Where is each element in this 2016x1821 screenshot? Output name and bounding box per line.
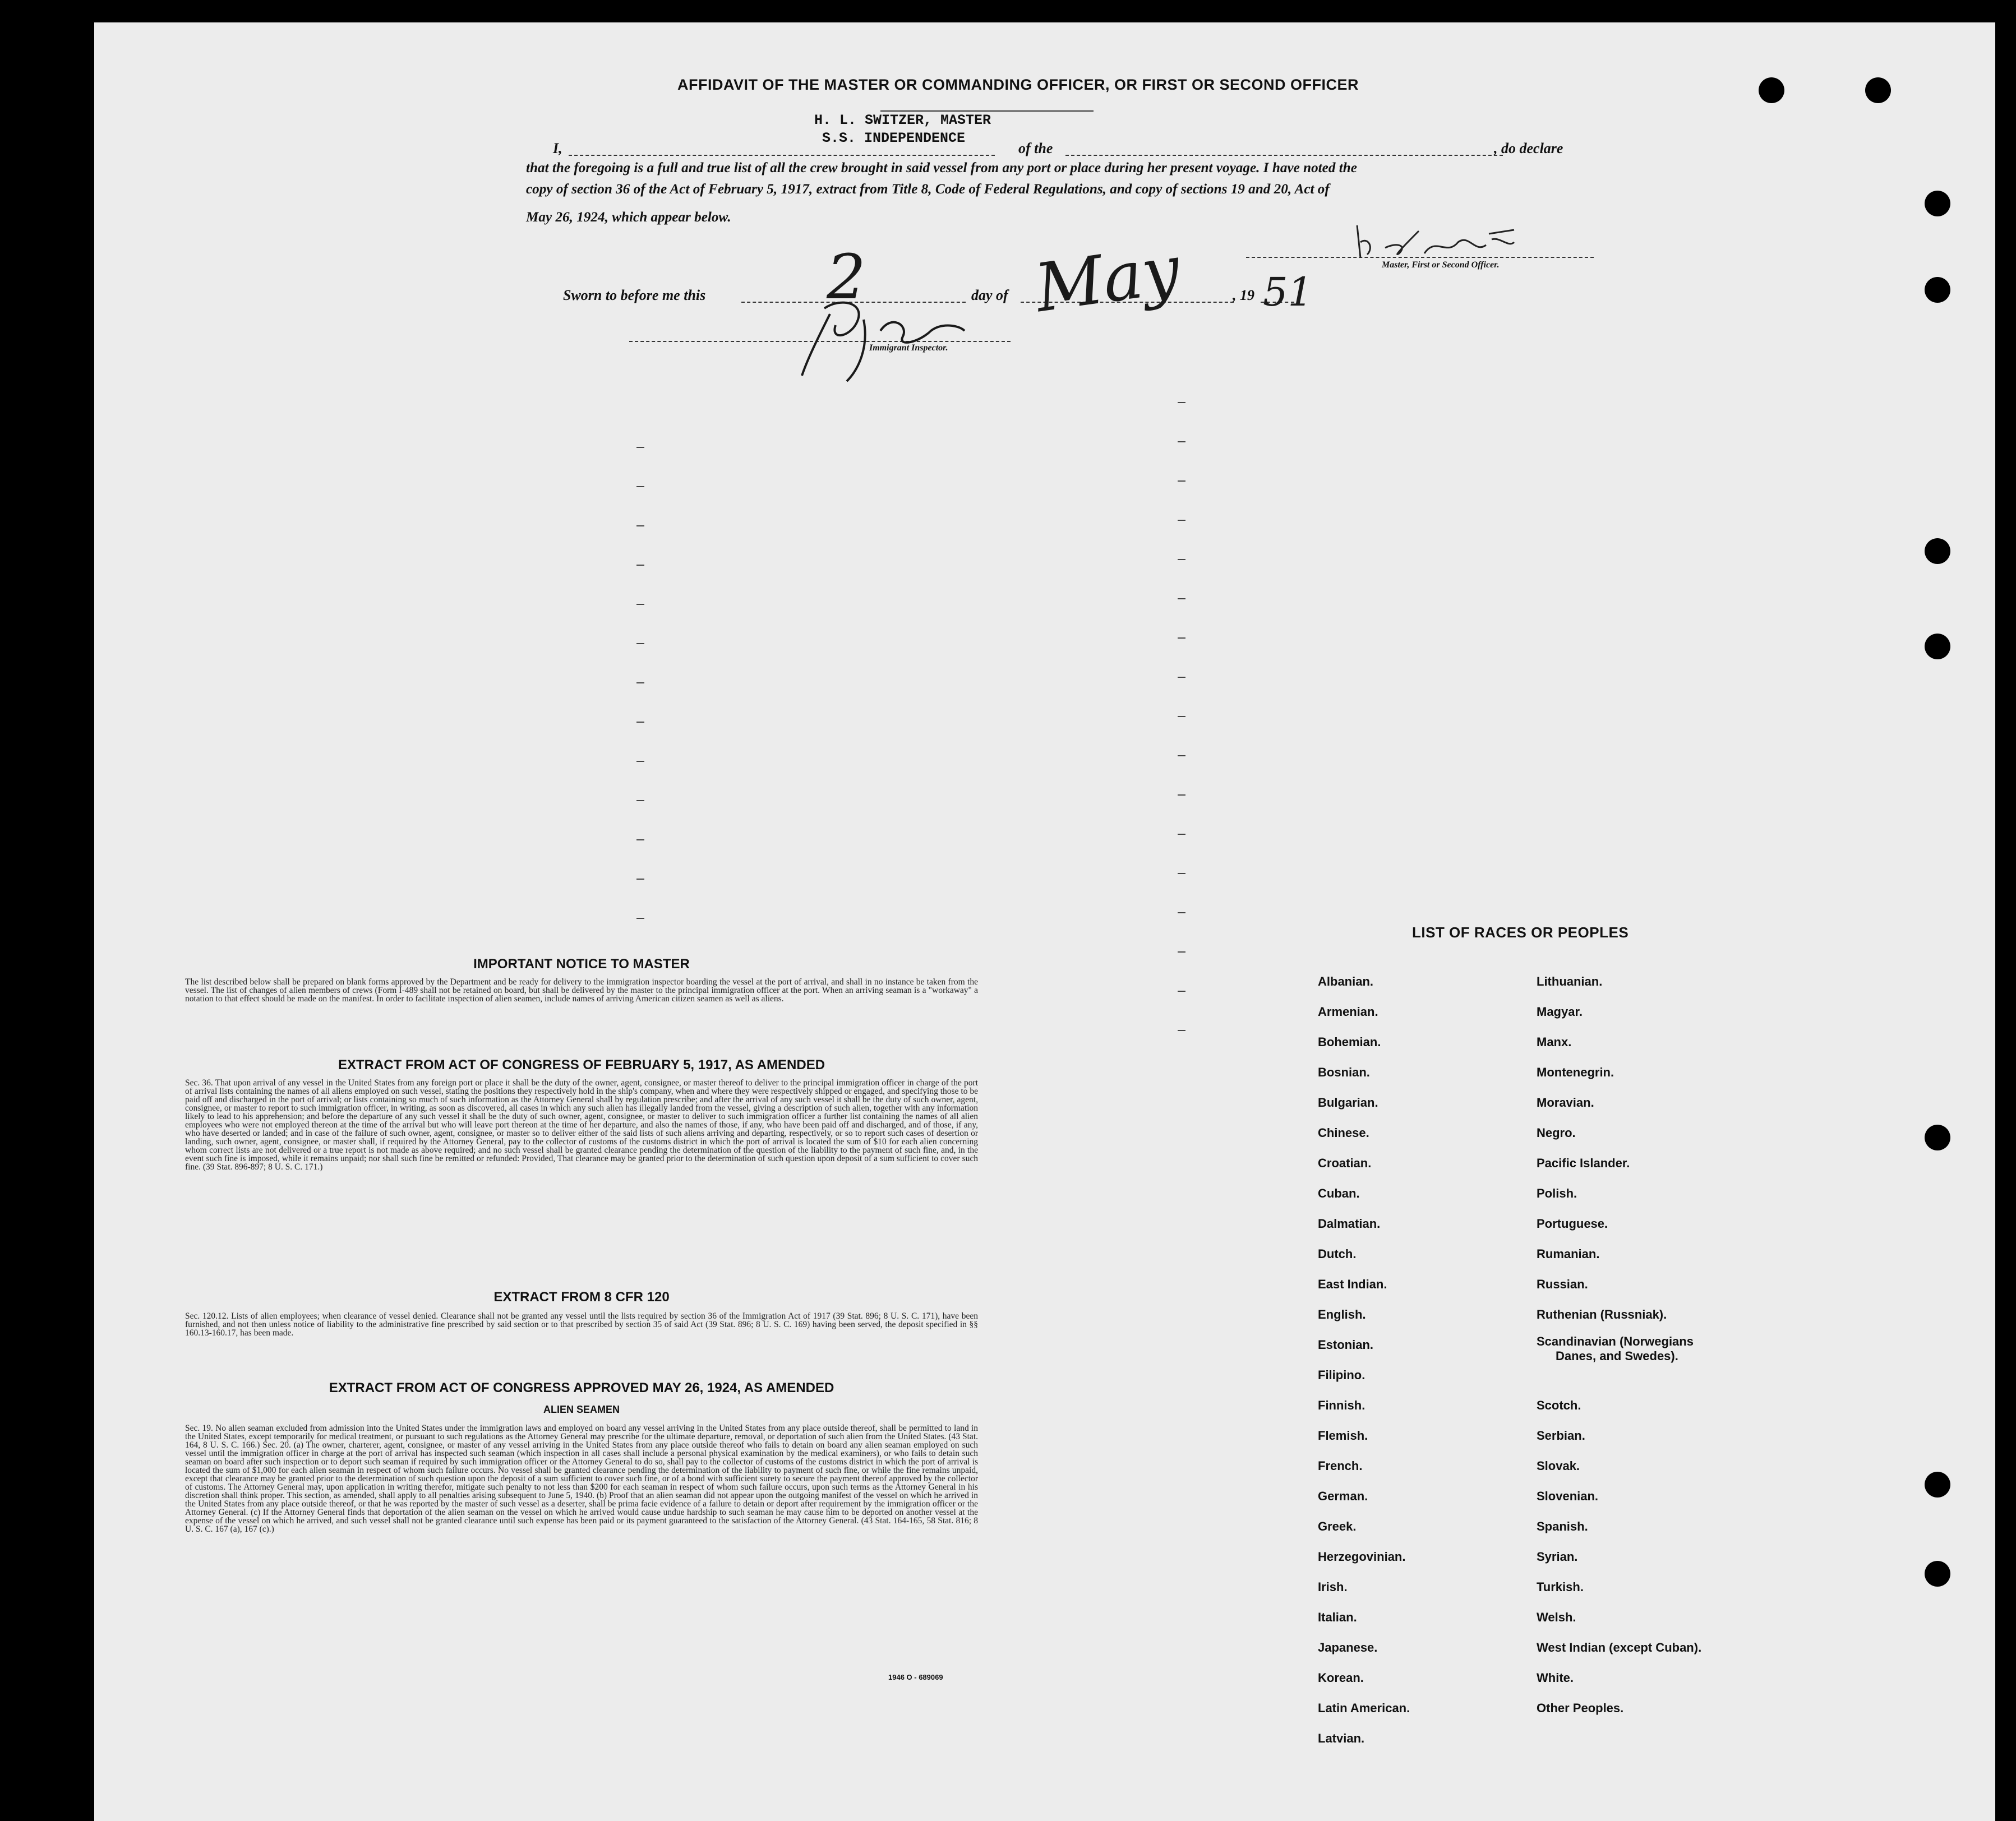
race-item: Albanian. — [1318, 974, 1374, 988]
race-item: Portuguese. — [1537, 1217, 1608, 1231]
officer-caption: Master, First or Second Officer. — [1382, 260, 1500, 270]
race-item: Manx. — [1537, 1035, 1572, 1049]
list-dash — [636, 604, 644, 605]
race-item: Estonian. — [1318, 1338, 1374, 1352]
extract-cfr-text: Sec. 120.12. Lists of alien employees; when clearance of vessel denied. Clearance shall not be granted any vessel until the lists required by section 36 of the Immigration Act of 1917 (39 Stat. 896; 8 U. S. C. 171), have been furnished, and not then unless notice of liability to the administrative fine prescribed by said section or to that prescribed by section 35 of said Act (39 Stat. 896; 8 U. S. C. 169) having been served, the deposit specified in §§ 160.13-160.17, has been made. — [185, 1311, 978, 1338]
list-dash — [1178, 873, 1185, 874]
list-dash — [636, 918, 644, 919]
race-item: Chinese. — [1318, 1126, 1369, 1140]
vessel-line — [1065, 155, 1503, 156]
list-dash — [636, 839, 644, 840]
race-item: Latvian. — [1318, 1731, 1365, 1745]
notice-text: The list described below shall be prepared on blank forms approved by the Department and be ready for delivery to the immigration inspector boarding the vessel at the port of arrival, and shall in no instance be taken from the vessel. The list of changes of alien members of crews (Form I-489 shall not be retained on board, but shall be delivered by the master to the principal immigration officer at the port. When an arriving seaman is a "workaway" a notation to that effect should be made on the manifest. In order to facilitate inspection of alien seamen, include names of arriving American citizen seamen as well as aliens. — [185, 977, 978, 1004]
affidavit-title: AFFIDAVIT OF THE MASTER OR COMMANDING OFFICER, OR FIRST OR SECOND OFFICER — [677, 76, 1359, 93]
race-item: Pacific Islander. — [1537, 1156, 1630, 1170]
punch-hole — [1865, 77, 1891, 103]
race-item: Herzegovinian. — [1318, 1550, 1406, 1564]
race-item: Korean. — [1318, 1671, 1364, 1685]
list-dash — [1178, 637, 1185, 639]
of-the-label: of the — [1018, 140, 1053, 156]
race-item: Slovenian. — [1537, 1489, 1599, 1503]
race-item: Bosnian. — [1318, 1065, 1370, 1079]
day-label: day of — [971, 287, 1008, 303]
list-dash — [636, 682, 644, 683]
year-prefix: , 19 — [1233, 287, 1254, 303]
list-dash — [1178, 480, 1185, 482]
list-dash — [1178, 677, 1185, 678]
statement-line-1: that the foregoing is a full and true list of all the crew brought in said vessel from any port or place during her present voyage. I have noted the — [526, 160, 1357, 175]
list-dash — [636, 486, 644, 487]
list-dash — [1178, 991, 1185, 992]
print-code: 1946 O - 689069 — [888, 1673, 943, 1681]
race-item: Bohemian. — [1318, 1035, 1381, 1049]
list-dash — [1178, 716, 1185, 717]
i-label: I, — [553, 140, 562, 156]
list-dash — [1178, 402, 1185, 403]
notice-heading: IMPORTANT NOTICE TO MASTER — [473, 956, 690, 972]
race-item: Ruthenian (Russniak). — [1537, 1307, 1667, 1321]
sworn-label: Sworn to before me this — [563, 287, 706, 303]
race-item: Croatian. — [1318, 1156, 1372, 1170]
statement-line-2: copy of section 36 of the Act of February 5, 1917, extract from Title 8, Code of Federal Regulations, and copy of sections 19 and 20, Act of — [526, 182, 1330, 197]
punch-hole — [1925, 1472, 1950, 1498]
extract-1924-text: Sec. 19. No alien seaman excluded from admission into the United States under the immigration laws and employed on board any vessel arriving in the United States from any place outside thereof, shall be permitted to land in the United States, except temporarily for medical treatment, or pursuant to such regulations as the Attorney General may prescribe for the ultimate departure, removal, or deportation of such alien from the United States. (43 Stat. 164, 8 U. S. C. 166.) Sec. 20. (a) The owner, charterer, agent, consignee, or master of any vessel arriving in the United States from any place outside thereof who fails to detain on board any alien seaman employed on such vessel until the immigration officer in charge at the port of arrival has inspected such seaman (which inspection in all cases shall include a personal physical examination by the medical examiners), or who fails to detain such seaman on board after such inspection or to deport such seaman if required by such immigration officer or the Attorney General to do so, shall pay to the collector of customs of the customs district in which the port of arrival is located the sum of $1,000 for each alien seaman in respect of whom such failure occurs. No vessel shall be granted clearance pending the determination of the liability to payment of such fine, or while the fine remains unpaid, except that clearance may be granted prior to the determination of such question upon the deposit of a sum sufficient to cover such fine, or of a bond with sufficient surety to secure the payment thereof approved by the collector of customs. The Attorney General may, upon application in writing therefor, mitigate such penalty to not less than $200 for each seaman in respect of whom such failure occurs, upon such terms as the Attorney General in his discretion shall think proper. This section, as amended, shall apply to all penalties arising subsequent to June 5, 1940. (b) Proof that an alien seaman did not appear upon the outgoing manifest of the vessel on which he arrived in the United States from any place outside thereof, or that he was reported by the master of such vessel as a deserter, shall be prima facie evidence of a failure to detain or deport after requirement by the immigration officer or the Attorney General. (c) If the Attorney General finds that deportation of the alien seaman on the vessel on which he arrived would cause undue hardship to such seaman he may cause him to be deported on another vessel at the expense of the vessel on which he arrived, and such vessel shall not be granted clearance until such expense has been paid or its payment guaranteed to the satisfaction of the Attorney General. (43 Stat. 164-165, 58 Stat. 816; 8 U. S. C. 167 (a), 167 (c).) — [185, 1423, 978, 1534]
race-item: Turkish. — [1537, 1580, 1584, 1594]
race-item: Magyar. — [1537, 1005, 1583, 1019]
race-item: Serbian. — [1537, 1429, 1585, 1443]
list-dash — [1178, 834, 1185, 835]
race-item: Armenian. — [1318, 1005, 1378, 1019]
list-dash — [1178, 559, 1185, 560]
race-item: Scandinavian (Norwegians — [1537, 1334, 1694, 1348]
race-item: English. — [1318, 1307, 1366, 1321]
inspector-caption: Immigrant Inspector. — [869, 343, 948, 353]
race-item: Welsh. — [1537, 1610, 1576, 1624]
race-item: Danes, and Swedes). — [1556, 1349, 1678, 1363]
list-dash — [1178, 598, 1185, 599]
list-dash — [636, 447, 644, 448]
race-item: Negro. — [1537, 1126, 1576, 1140]
race-item: Moravian. — [1537, 1096, 1594, 1110]
race-item: Italian. — [1318, 1610, 1357, 1624]
race-item: Montenegrin. — [1537, 1065, 1614, 1079]
punch-hole — [1925, 634, 1950, 659]
list-dash — [1178, 755, 1185, 756]
list-dash — [636, 761, 644, 762]
inspector-signature — [796, 292, 1032, 387]
alien-seamen-subheading: ALIEN SEAMEN — [543, 1404, 620, 1415]
race-item: Slovak. — [1537, 1459, 1580, 1473]
list-dash — [1178, 951, 1185, 953]
race-item: Dutch. — [1318, 1247, 1357, 1261]
list-dash — [636, 879, 644, 880]
extract-1917-text: Sec. 36. That upon arrival of any vessel in the United States from any foreign port or place it shall be the duty of the owner, agent, consignee, or master thereof to deliver to the principal immigration officer in charge of the port of arrival lists containing the names of all aliens employed on such vessel, stating the positions they respectively hold in the ship's company, when and where they were respectively shipped or engaged, and specifying those to be paid off and discharged in the port of arrival; or lists containing so much of such information as the Attorney General shall by regulation prescribe; and after the arrival of any such vessel it shall be the duty of such owner, agent, consignee, or master to report to such immigration officer, in writing, as soon as discovered, all cases in which any such alien has illegally landed from the vessel, giving a description of such alien, together with any information likely to lead to his apprehension; and before the departure of any such vessel it shall be the duty of such owner, agent, consignee, or master to deliver to such immigration officer a further list containing the names of all alien employees who were not employed thereon at the time of the arrival but who will leave port thereon at the time of her departure, and also the names of those, if any, who have been paid off and discharged, and of those, if any, who have deserted or landed; and in case of the failure of such owner, agent, consignee, or master so to deliver either of the said lists of such aliens arriving and departing, respectively, or so to report such cases of desertion or landing, such owner, agent, consignee, or master shall, if required by the Attorney General, pay to the collector of customs of the customs district in which the port of arrival is located the sum of $10 for each alien concerning whom correct lists are not delivered or a true report is not made as above required; and no such vessel shall be granted clearance pending the determination of the question of the liability to the payment of such fine, and, in the event such fine is imposed, while it remains unpaid; nor shall such fine be remitted or refunded: Provided, That clearance may be granted prior to the determination of such question upon deposit of a sum sufficient to cover such fine. (39 Stat. 896-897; 8 U. S. C. 171.) — [185, 1078, 978, 1172]
race-item: Scotch. — [1537, 1398, 1581, 1412]
list-dash — [1178, 441, 1185, 442]
list-dash — [636, 565, 644, 566]
race-item: Latin American. — [1318, 1701, 1410, 1715]
list-dash — [1178, 794, 1185, 796]
races-heading: LIST OF RACES OR PEOPLES — [1412, 924, 1629, 941]
race-item: Finnish. — [1318, 1398, 1365, 1412]
race-item: Flemish. — [1318, 1429, 1368, 1443]
vessel-name: S.S. INDEPENDENCE — [822, 130, 966, 146]
punch-hole — [1925, 277, 1950, 303]
statement-line-3: May 26, 1924, which appear below. — [526, 210, 731, 225]
race-item: Dalmatian. — [1318, 1217, 1381, 1231]
race-item: Bulgarian. — [1318, 1096, 1378, 1110]
master-name: H. L. SWITZER, MASTER — [814, 112, 991, 128]
title-rule — [880, 110, 1094, 112]
race-item: Rumanian. — [1537, 1247, 1600, 1261]
list-dash — [636, 643, 644, 644]
race-item: Russian. — [1537, 1277, 1588, 1291]
race-item: White. — [1537, 1671, 1574, 1685]
list-dash — [1178, 912, 1185, 913]
handwritten-month: May — [1030, 230, 1185, 327]
punch-hole — [1925, 191, 1950, 216]
handwritten-day: 2 — [827, 241, 866, 313]
race-item: Polish. — [1537, 1186, 1577, 1200]
name-line — [569, 155, 995, 156]
race-item: German. — [1318, 1489, 1368, 1503]
race-item: Japanese. — [1318, 1640, 1378, 1654]
race-item: Filipino. — [1318, 1368, 1365, 1382]
extract-1917-heading: EXTRACT FROM ACT OF CONGRESS OF FEBRUARY 5, 1917, AS AMENDED — [338, 1057, 825, 1073]
list-dash — [636, 722, 644, 723]
punch-hole — [1925, 1561, 1950, 1587]
list-dash — [636, 800, 644, 801]
race-item: Spanish. — [1537, 1519, 1588, 1533]
race-item: Irish. — [1318, 1580, 1348, 1594]
extract-1924-heading: EXTRACT FROM ACT OF CONGRESS APPROVED MAY 26, 1924, AS AMENDED — [329, 1380, 834, 1395]
race-item: Other Peoples. — [1537, 1701, 1624, 1715]
race-item: Lithuanian. — [1537, 974, 1603, 988]
list-dash — [1178, 1030, 1185, 1031]
handwritten-year: 51 — [1263, 269, 1313, 315]
race-item: Syrian. — [1537, 1550, 1578, 1564]
punch-hole — [1925, 1125, 1950, 1150]
punch-hole — [1925, 538, 1950, 564]
list-dash — [636, 525, 644, 526]
declare-label: , do declare — [1494, 140, 1563, 156]
punch-hole — [1759, 77, 1784, 103]
race-item: West Indian (except Cuban). — [1537, 1640, 1702, 1654]
extract-cfr-heading: EXTRACT FROM 8 CFR 120 — [493, 1290, 670, 1305]
race-item: Greek. — [1318, 1519, 1357, 1533]
race-item: Cuban. — [1318, 1186, 1360, 1200]
list-dash — [1178, 520, 1185, 521]
race-item: French. — [1318, 1459, 1363, 1473]
race-item: East Indian. — [1318, 1277, 1387, 1291]
